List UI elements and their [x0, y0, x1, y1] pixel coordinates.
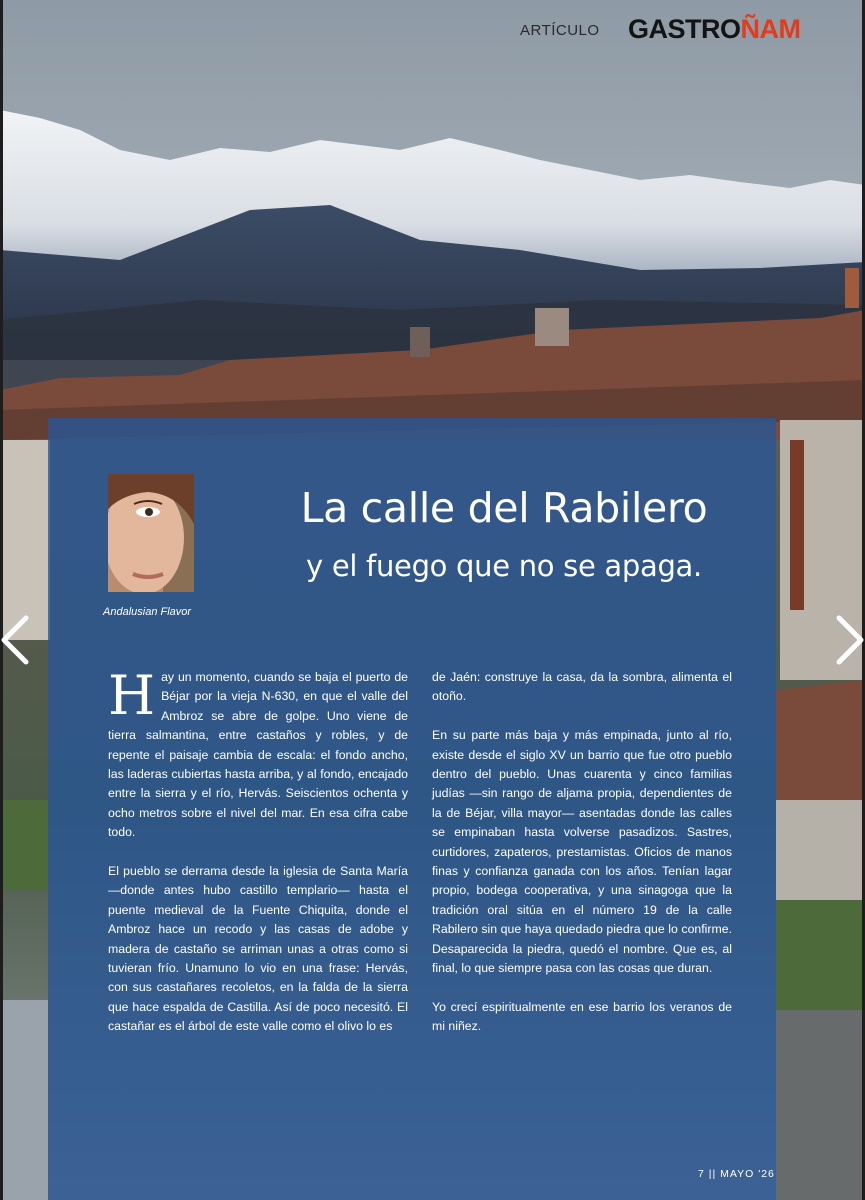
brand-part-1: GASTRO: [628, 14, 741, 44]
article-subtitle: y el fuego que no se apaga.: [306, 549, 702, 583]
brand-part-2: ÑAM: [740, 14, 801, 44]
author-photo: [108, 474, 194, 592]
page-footer: [698, 1168, 775, 1180]
paragraph-text: ay un momento, cuando se baja el puerto de Béjar por la vieja N-630, en que el valle del Ambroz se abre de golpe. Uno viene de tierra salmantina, entre castaños y robles, y de repente el paisaje cambia de escala: el fondo ancho, las laderas cubiertas hasta arriba, y al fondo, encajado entre la sierra y el río, Hervás. Seiscientos ochenta y ocho metros sobre el nivel del mar. En esa cifra cabe todo.: [108, 670, 408, 840]
paragraph-right-2: En su parte más baja y más empinada, junto al río, existe desde el siglo XV un barrio que fue otro pueblo dentro del pueblo. Unas cuarenta y cinco familias judías —sin rango de aljama propia, dependientes de la de Béjar, villa mayor— asentadas donde las calles se empinaban hasta volverse pasadizos. Sastres, curtidores, zapateros, prestamistas. Oficios de manos finas y confianza ganada con los años. Tenían lagar propio, bodega cooperativa, y una sinagoga que la tradición oral sitúa en el número 19 de la calle Rabilero sin que haya quedado piedra que lo confirme. Desaparecida la piedra, quedó el nombre. Que es, al final, lo que siempre pasa con las cosas que duran.: [432, 728, 732, 976]
article-column-left: [108, 664, 408, 1056]
paragraph-left-2: El pueblo se derrama desde la iglesia de Santa María —donde antes hubo castillo templario— hasta el puente medieval de la Fuente Chiquita, donde el Ambroz hace un recodo y las casas de adobe y madera de castaño se arriman unas a otras como si tuvieran frío. Unamuno lo vio en una frase: Hervás, con sus castañares recoletos, en la falda de la sierra que hace espalda de Castilla. Así de poco necesitó. El castañar es el árbol de este valle como el olivo lo es: [108, 864, 408, 1034]
issue-date: MAYO '26: [720, 1168, 775, 1180]
chevron-left-icon[interactable]: [0, 610, 30, 670]
page-number: 7: [698, 1168, 705, 1180]
drop-cap: H: [108, 664, 156, 727]
paragraph-left-1: [108, 664, 408, 843]
footer-separator: ||: [708, 1168, 717, 1180]
author-name: Andalusian Flavor: [103, 606, 192, 618]
paragraph-right-1: de Jaén: construye la casa, da la sombra, alimenta el otoño.: [432, 670, 732, 704]
article-column-right: [432, 668, 732, 1056]
article-title: La calle del Rabilero: [300, 484, 708, 532]
page-edge-left: [0, 0, 3, 1200]
chevron-right-icon[interactable]: [835, 610, 865, 670]
brand-logo: [628, 14, 801, 45]
section-label: ARTÍCULO: [520, 22, 600, 39]
paragraph-right-3: Yo crecí espiritualmente en ese barrio los veranos de mi niñez.: [432, 999, 732, 1034]
